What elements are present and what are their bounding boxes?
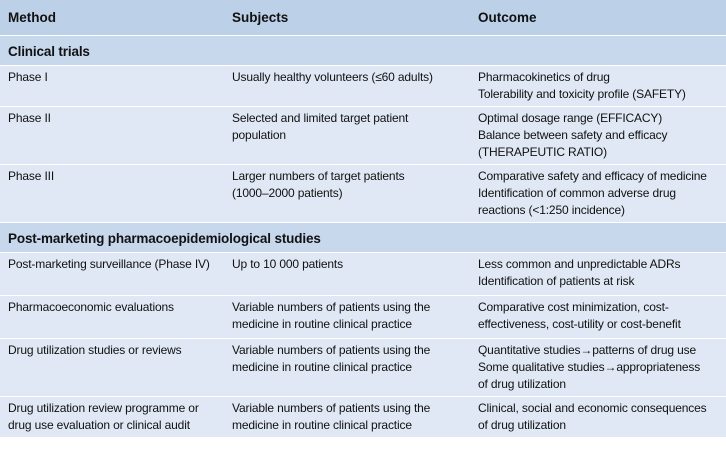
cell-method (0, 165, 224, 223)
cell-outcome (470, 253, 726, 296)
cell-line: population (232, 128, 286, 142)
cell-line: Selected and limited target patient (232, 111, 409, 125)
header-method: Method (0, 0, 224, 36)
cell-subjects (224, 66, 470, 107)
cell-subjects (224, 296, 470, 339)
cell-subjects (224, 165, 470, 223)
cell-line: Variable numbers of patients using the (232, 401, 431, 415)
section-clinical-trials: Clinical trials (0, 36, 726, 66)
section-row (0, 223, 726, 253)
cell-line: Pharmacoeconomic evaluations (8, 300, 174, 314)
cell-method (0, 397, 224, 438)
cell-method (0, 107, 224, 165)
cell-line: Drug utilization review programme or (8, 401, 199, 415)
cell-line: medicine in routine clinical practice (232, 418, 412, 432)
cell-outcome (470, 107, 726, 165)
cell-line: effectiveness, cost-utility or cost-benefit (478, 317, 681, 331)
cell-line: (1000–2000 patients) (232, 186, 343, 200)
cell-subjects (224, 339, 470, 397)
cell-line: Phase I (8, 70, 48, 84)
section-post-marketing: Post-marketing pharmacoepidemiological studies (0, 223, 726, 253)
cell-outcome (470, 397, 726, 438)
cell-outcome (470, 66, 726, 107)
cell-subjects (224, 397, 470, 438)
cell-line: of drug utilization (478, 418, 566, 432)
cell-line: Optimal dosage range (EFFICACY) (478, 111, 663, 125)
cell-line: Drug utilization studies or reviews (8, 343, 182, 357)
cell-line: Less common and unpredictable ADRs (478, 257, 681, 271)
section-row (0, 36, 726, 66)
cell-line: (THERAPEUTIC RATIO) (478, 145, 607, 159)
cell-line: Up to 10 000 patients (232, 257, 343, 271)
cell-subjects (224, 107, 470, 165)
cell-line: drug use evaluation or clinical audit (8, 418, 190, 432)
cell-line: Larger numbers of target patients (232, 169, 405, 183)
cell-line: Balance between safety and efficacy (478, 128, 668, 142)
cell-line: Comparative safety and efficacy of medicine (478, 169, 707, 183)
cell-method (0, 66, 224, 107)
table-row (0, 397, 726, 438)
table-row (0, 253, 726, 296)
cell-line: reactions (<1:250 incidence) (478, 203, 625, 217)
header-row (0, 0, 726, 36)
cell-line: Phase II (8, 111, 51, 125)
table-row (0, 107, 726, 165)
cell-line: of drug utilization (478, 377, 566, 391)
cell-outcome (470, 165, 726, 223)
cell-line: Identification of common adverse drug (478, 186, 676, 200)
cell-method (0, 296, 224, 339)
table-row (0, 165, 726, 223)
cell-line: Some qualitative studies→appropriateness (478, 360, 701, 374)
cell-line: Variable numbers of patients using the (232, 300, 431, 314)
cell-line: Phase III (8, 169, 55, 183)
cell-line: Comparative cost minimization, cost- (478, 300, 669, 314)
cell-line: Variable numbers of patients using the (232, 343, 431, 357)
table-row (0, 296, 726, 339)
cell-method (0, 253, 224, 296)
cell-line: Usually healthy volunteers (≤60 adults) (232, 70, 433, 84)
cell-line: Identification of patients at risk (478, 274, 635, 288)
cell-line: Quantitative studies→patterns of drug use (478, 343, 696, 357)
cell-outcome (470, 339, 726, 397)
header-subjects: Subjects (224, 0, 470, 36)
cell-method (0, 339, 224, 397)
table-row (0, 66, 726, 107)
cell-subjects (224, 253, 470, 296)
cell-line: medicine in routine clinical practice (232, 317, 412, 331)
cell-line: Pharmacokinetics of drug (478, 70, 610, 84)
header-outcome: Outcome (470, 0, 726, 36)
table-row (0, 339, 726, 397)
cell-line: medicine in routine clinical practice (232, 360, 412, 374)
cell-line: Clinical, social and economic consequences (478, 401, 707, 415)
cell-line: Post-marketing surveillance (Phase IV) (8, 257, 210, 271)
cell-line: Tolerability and toxicity profile (SAFETY) (478, 87, 686, 101)
cell-outcome (470, 296, 726, 339)
